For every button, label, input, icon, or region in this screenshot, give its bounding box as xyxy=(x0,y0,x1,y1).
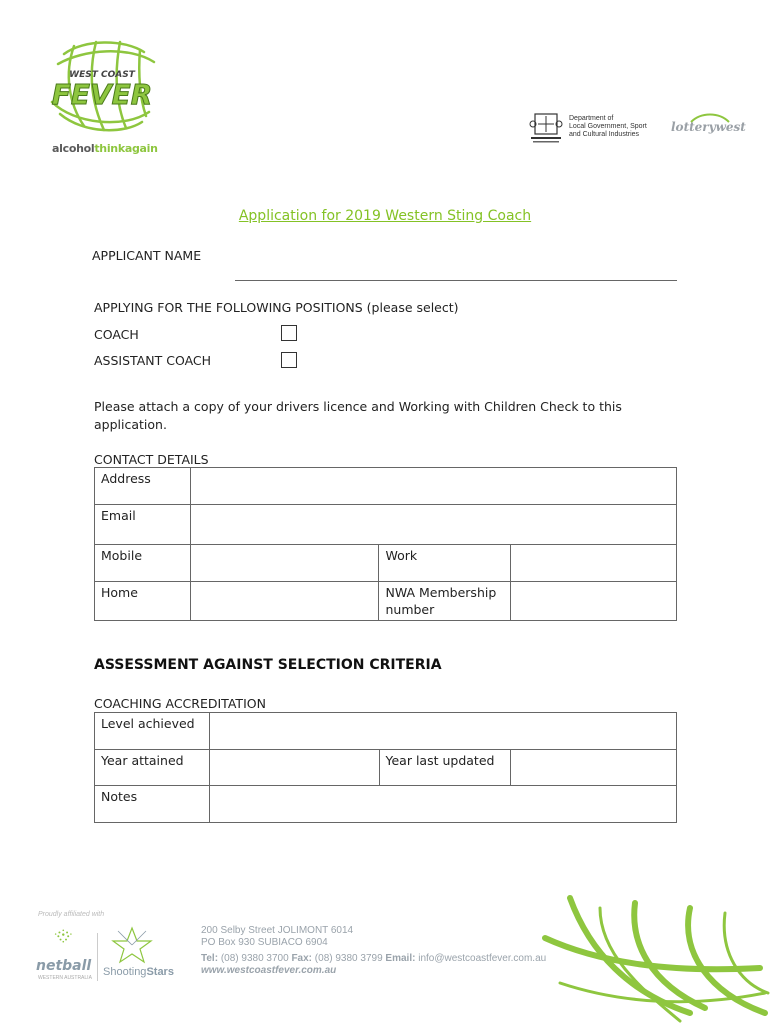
positions-heading: APPLYING FOR THE FOLLOWING POSITIONS (please select) xyxy=(94,300,459,315)
affiliation-caption: Proudly affiliated with xyxy=(38,911,105,918)
contact-details-table xyxy=(94,467,677,621)
coach-label: COACH xyxy=(94,327,139,342)
address-label: Address xyxy=(95,468,191,505)
year-attained-label: Year attained xyxy=(95,750,210,786)
address-field[interactable] xyxy=(190,468,676,505)
email-field[interactable] xyxy=(190,505,676,545)
home-field[interactable] xyxy=(190,582,379,621)
assistant-coach-label: ASSISTANT COACH xyxy=(94,353,212,368)
alcohol-think-again-logo: alcoholthinkagain xyxy=(52,142,158,155)
assistant-coach-checkbox[interactable] xyxy=(281,352,297,368)
crest-icon xyxy=(529,110,563,146)
year-updated-label: Year last updated xyxy=(379,750,511,786)
shooting-stars-logo xyxy=(110,925,154,965)
department-name: Department of Local Government, Sport and Cultural Industries xyxy=(569,115,647,138)
mobile-field[interactable] xyxy=(190,545,379,582)
footer-contact-line: Tel: (08) 9380 3700 Fax: (08) 9380 3799 Email: info@westcoastfever.com.au xyxy=(201,953,547,964)
notes-field[interactable] xyxy=(209,786,676,823)
department-logo xyxy=(529,110,659,146)
west-coast-fever-logo xyxy=(44,34,164,138)
nwa-membership-field[interactable] xyxy=(511,582,677,621)
accreditation-heading: COACHING ACCREDITATION xyxy=(94,696,266,711)
fever-top-text: WEST COAST xyxy=(69,70,135,80)
accreditation-table xyxy=(94,712,677,823)
work-label: Work xyxy=(379,545,511,582)
footer-divider xyxy=(97,933,98,981)
attachment-note: Please attach a copy of your drivers licence and Working with Children Check to this application. xyxy=(94,399,622,432)
mobile-label: Mobile xyxy=(95,545,191,582)
lotterywest-logo xyxy=(671,112,746,140)
fever-main-text: FEVER xyxy=(51,78,153,111)
year-attained-field[interactable] xyxy=(209,750,379,786)
notes-label: Notes xyxy=(95,786,210,823)
page-title: Application for 2019 Western Sting Coach xyxy=(238,208,532,224)
applicant-name-label: APPLICANT NAME xyxy=(92,248,202,263)
netball-word: netball xyxy=(36,958,92,974)
lotterywest-word: lotterywest xyxy=(671,120,746,134)
assessment-heading: ASSESSMENT AGAINST SELECTION CRITERIA xyxy=(94,657,442,673)
nwa-membership-label: NWA Membership number xyxy=(379,582,511,621)
coach-checkbox[interactable] xyxy=(281,325,297,341)
green-swoosh-graphic xyxy=(540,893,770,1024)
level-achieved-field[interactable] xyxy=(209,713,676,750)
footer-website: www.westcoastfever.com.au xyxy=(201,965,337,976)
netball-subtitle: WESTERN AUSTRALIA xyxy=(38,975,92,981)
applicant-name-field[interactable] xyxy=(235,280,677,281)
year-updated-field[interactable] xyxy=(511,750,677,786)
netball-logo xyxy=(36,927,96,957)
level-achieved-label: Level achieved xyxy=(95,713,210,750)
footer-address-2: PO Box 930 SUBIACO 6904 xyxy=(201,937,328,948)
contact-details-heading: CONTACT DETAILS xyxy=(94,452,209,467)
footer-address-1: 200 Selby Street JOLIMONT 6014 xyxy=(201,925,354,936)
email-label: Email xyxy=(95,505,191,545)
home-label: Home xyxy=(95,582,191,621)
shooting-stars-word: ShootingStars xyxy=(103,966,174,978)
work-field[interactable] xyxy=(511,545,677,582)
